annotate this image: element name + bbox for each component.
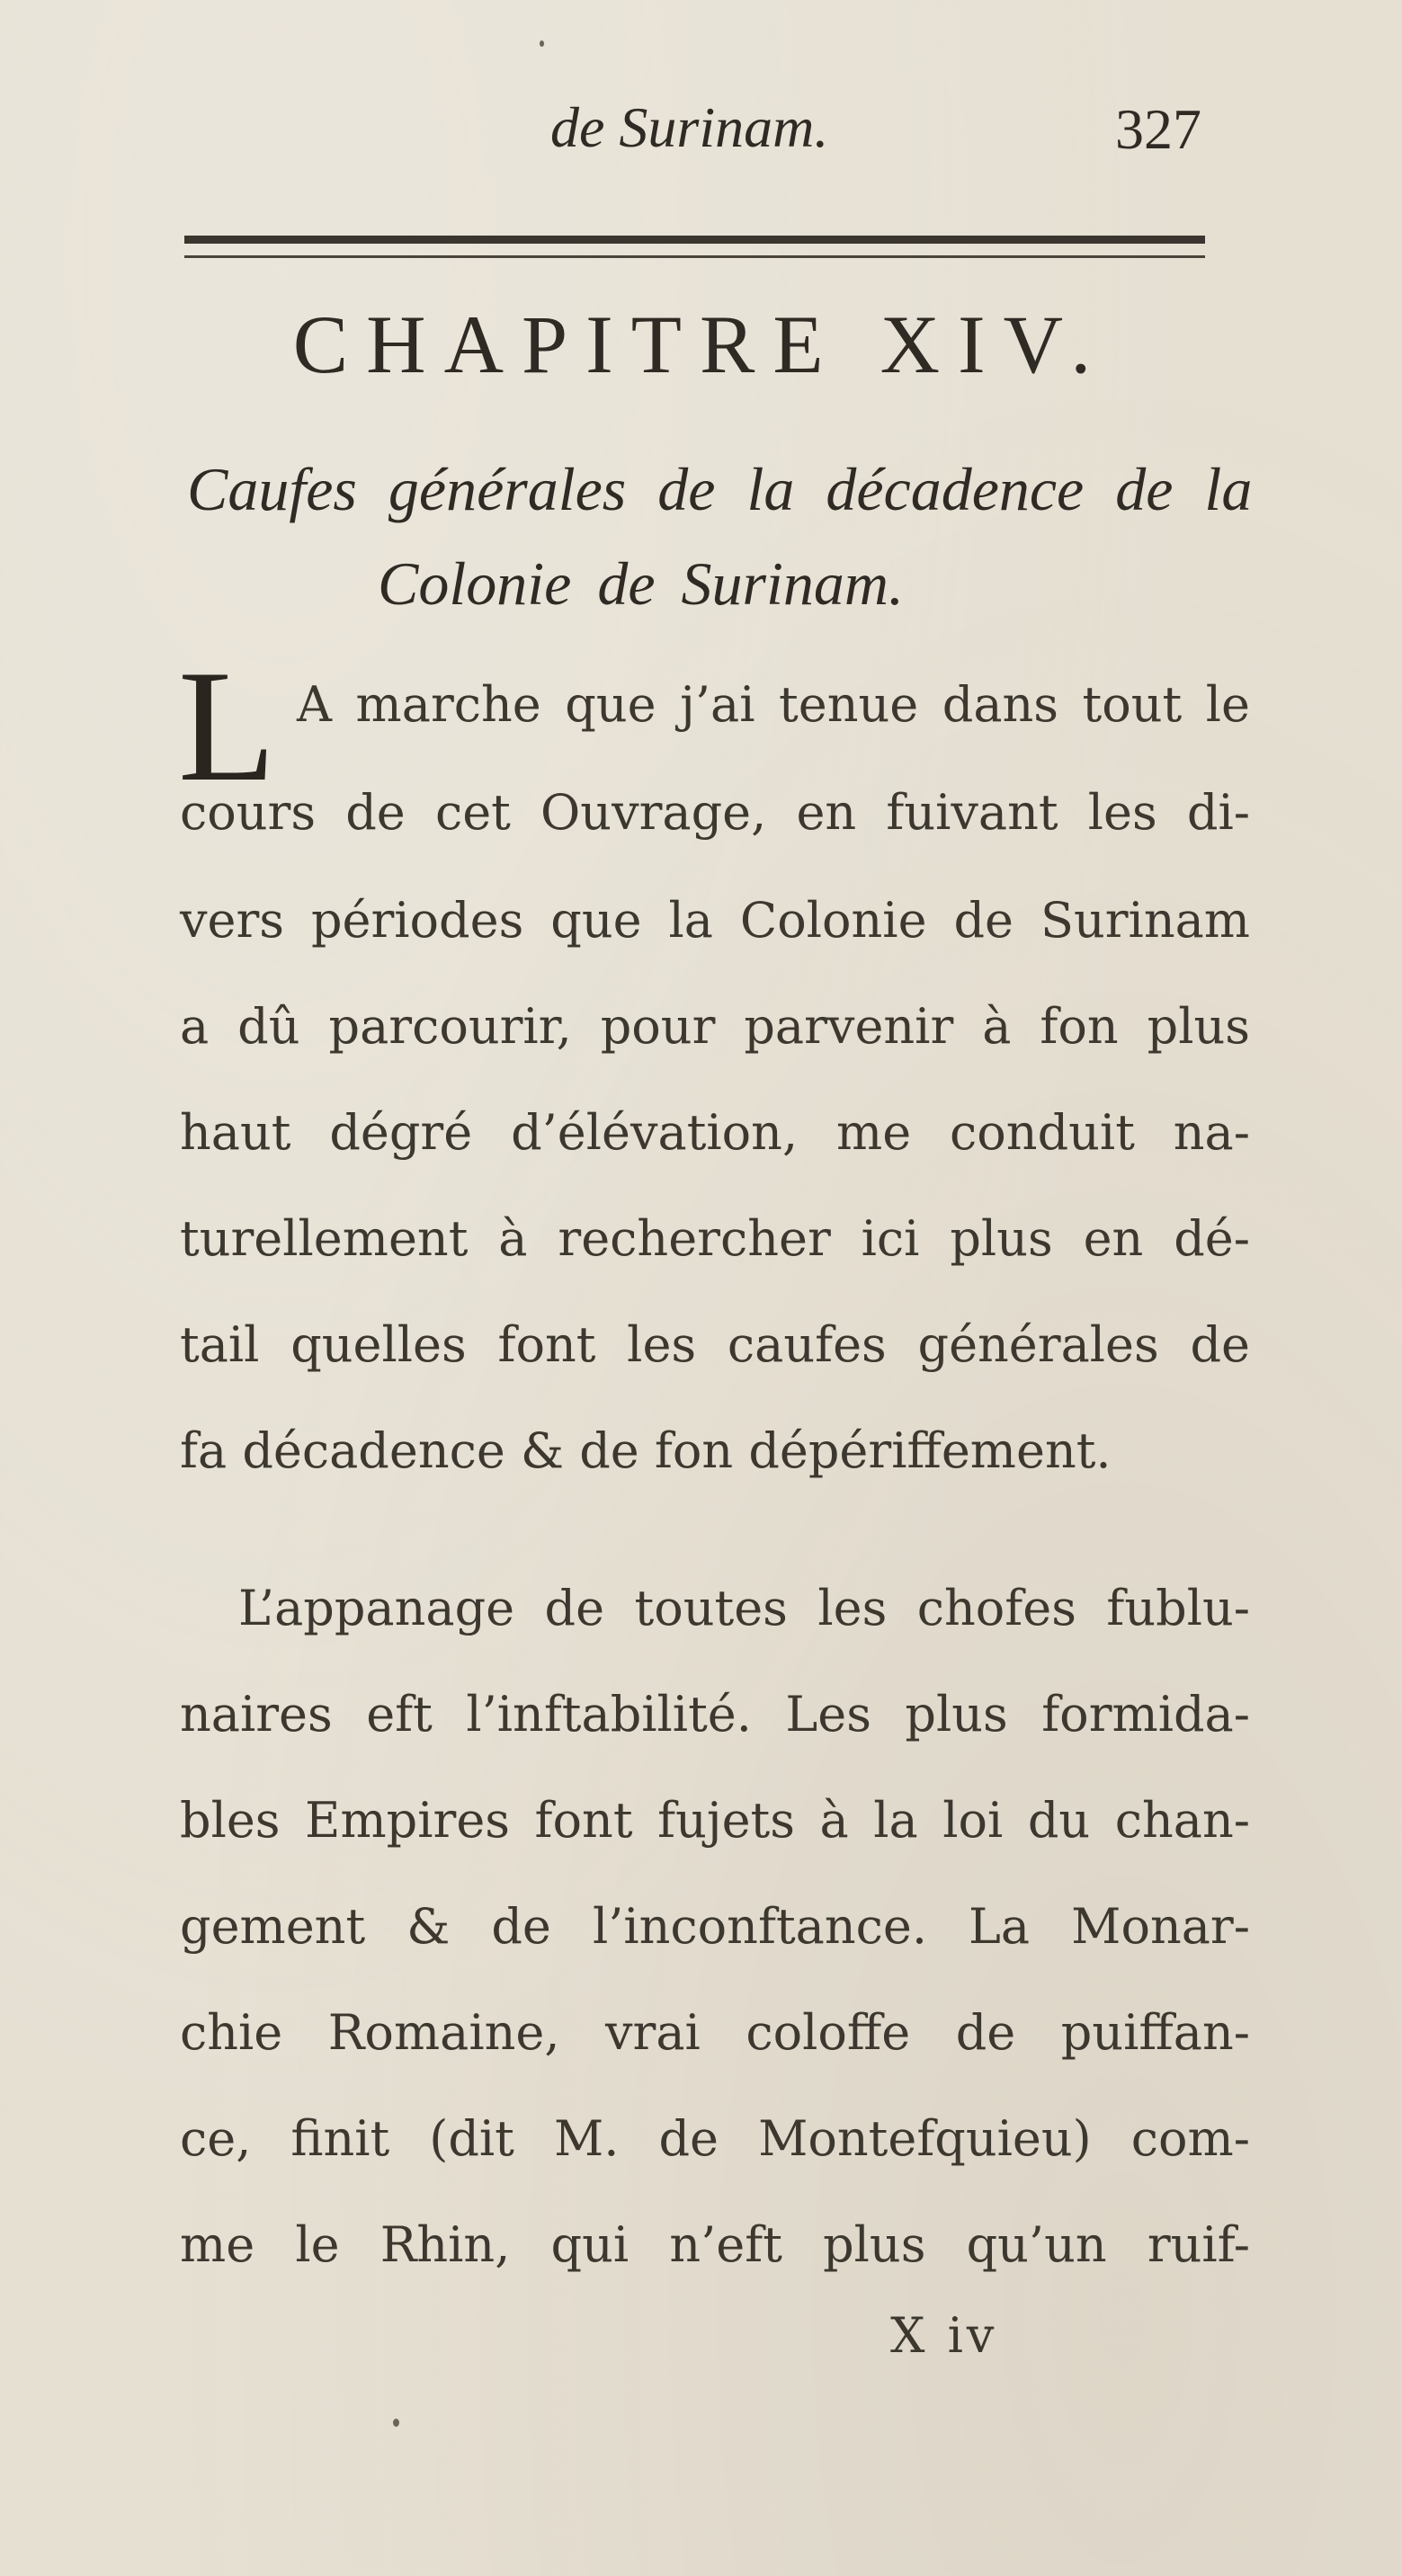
chapter-subtitle-line-1: Caufes générales de la décadence de la bbox=[187, 455, 1253, 523]
paragraph-1-line: a dû parcourir, pour parvenir à fon plus bbox=[180, 998, 1250, 1055]
paragraph-1-line: fa décadence & de fon dépériffement. bbox=[180, 1422, 1112, 1479]
paragraph-2-line: naires eft l’inftabilité. Les plus formida- bbox=[180, 1686, 1250, 1743]
header-rule-thick bbox=[184, 236, 1205, 244]
paragraph-1-line: A marche que j’ai tenue dans tout le bbox=[297, 676, 1250, 733]
running-head bbox=[0, 94, 1402, 175]
paragraph-1-line: vers périodes que la Colonie de Surinam bbox=[180, 892, 1250, 949]
paragraph-1-line: cours de cet Ouvrage, en fuivant les di- bbox=[180, 784, 1250, 841]
paragraph-1-line: tail quelles font les caufes générales de bbox=[180, 1316, 1250, 1373]
chapter-subtitle-line-2: Colonie de Surinam. bbox=[378, 549, 904, 618]
paragraph-2-line: ce, finit (dit M. de Montefquieu) com- bbox=[180, 2110, 1250, 2167]
paragraph-1-line: haut dégré d’élévation, me conduit na- bbox=[180, 1104, 1250, 1161]
paragraph-2-line: me le Rhin, qui n’eft plus qu’un ruif- bbox=[180, 2216, 1250, 2273]
header-rule-thin bbox=[184, 255, 1205, 258]
paragraph-2-line: L’appanage de toutes les chofes fublu- bbox=[238, 1580, 1250, 1636]
paragraph-2-line: bles Empires font fujets à la loi du chan- bbox=[180, 1792, 1250, 1849]
paragraph-2-line: gement & de l’inconftance. La Monar- bbox=[180, 1898, 1250, 1955]
running-title: de Surinam. bbox=[550, 95, 829, 159]
paper-speck bbox=[540, 40, 544, 47]
paper-speck bbox=[393, 2419, 399, 2427]
page-number: 327 bbox=[1115, 97, 1201, 161]
catchword-signature: X iv bbox=[890, 2307, 998, 2364]
paragraph-1-line: turellement à rechercher ici plus en dé- bbox=[180, 1210, 1250, 1267]
chapter-heading: CHAPITRE XIV. bbox=[292, 299, 1110, 390]
drop-cap: L bbox=[178, 637, 276, 815]
paragraph-2-line: chie Romaine, vrai coloffe de puiffan- bbox=[180, 2004, 1250, 2061]
